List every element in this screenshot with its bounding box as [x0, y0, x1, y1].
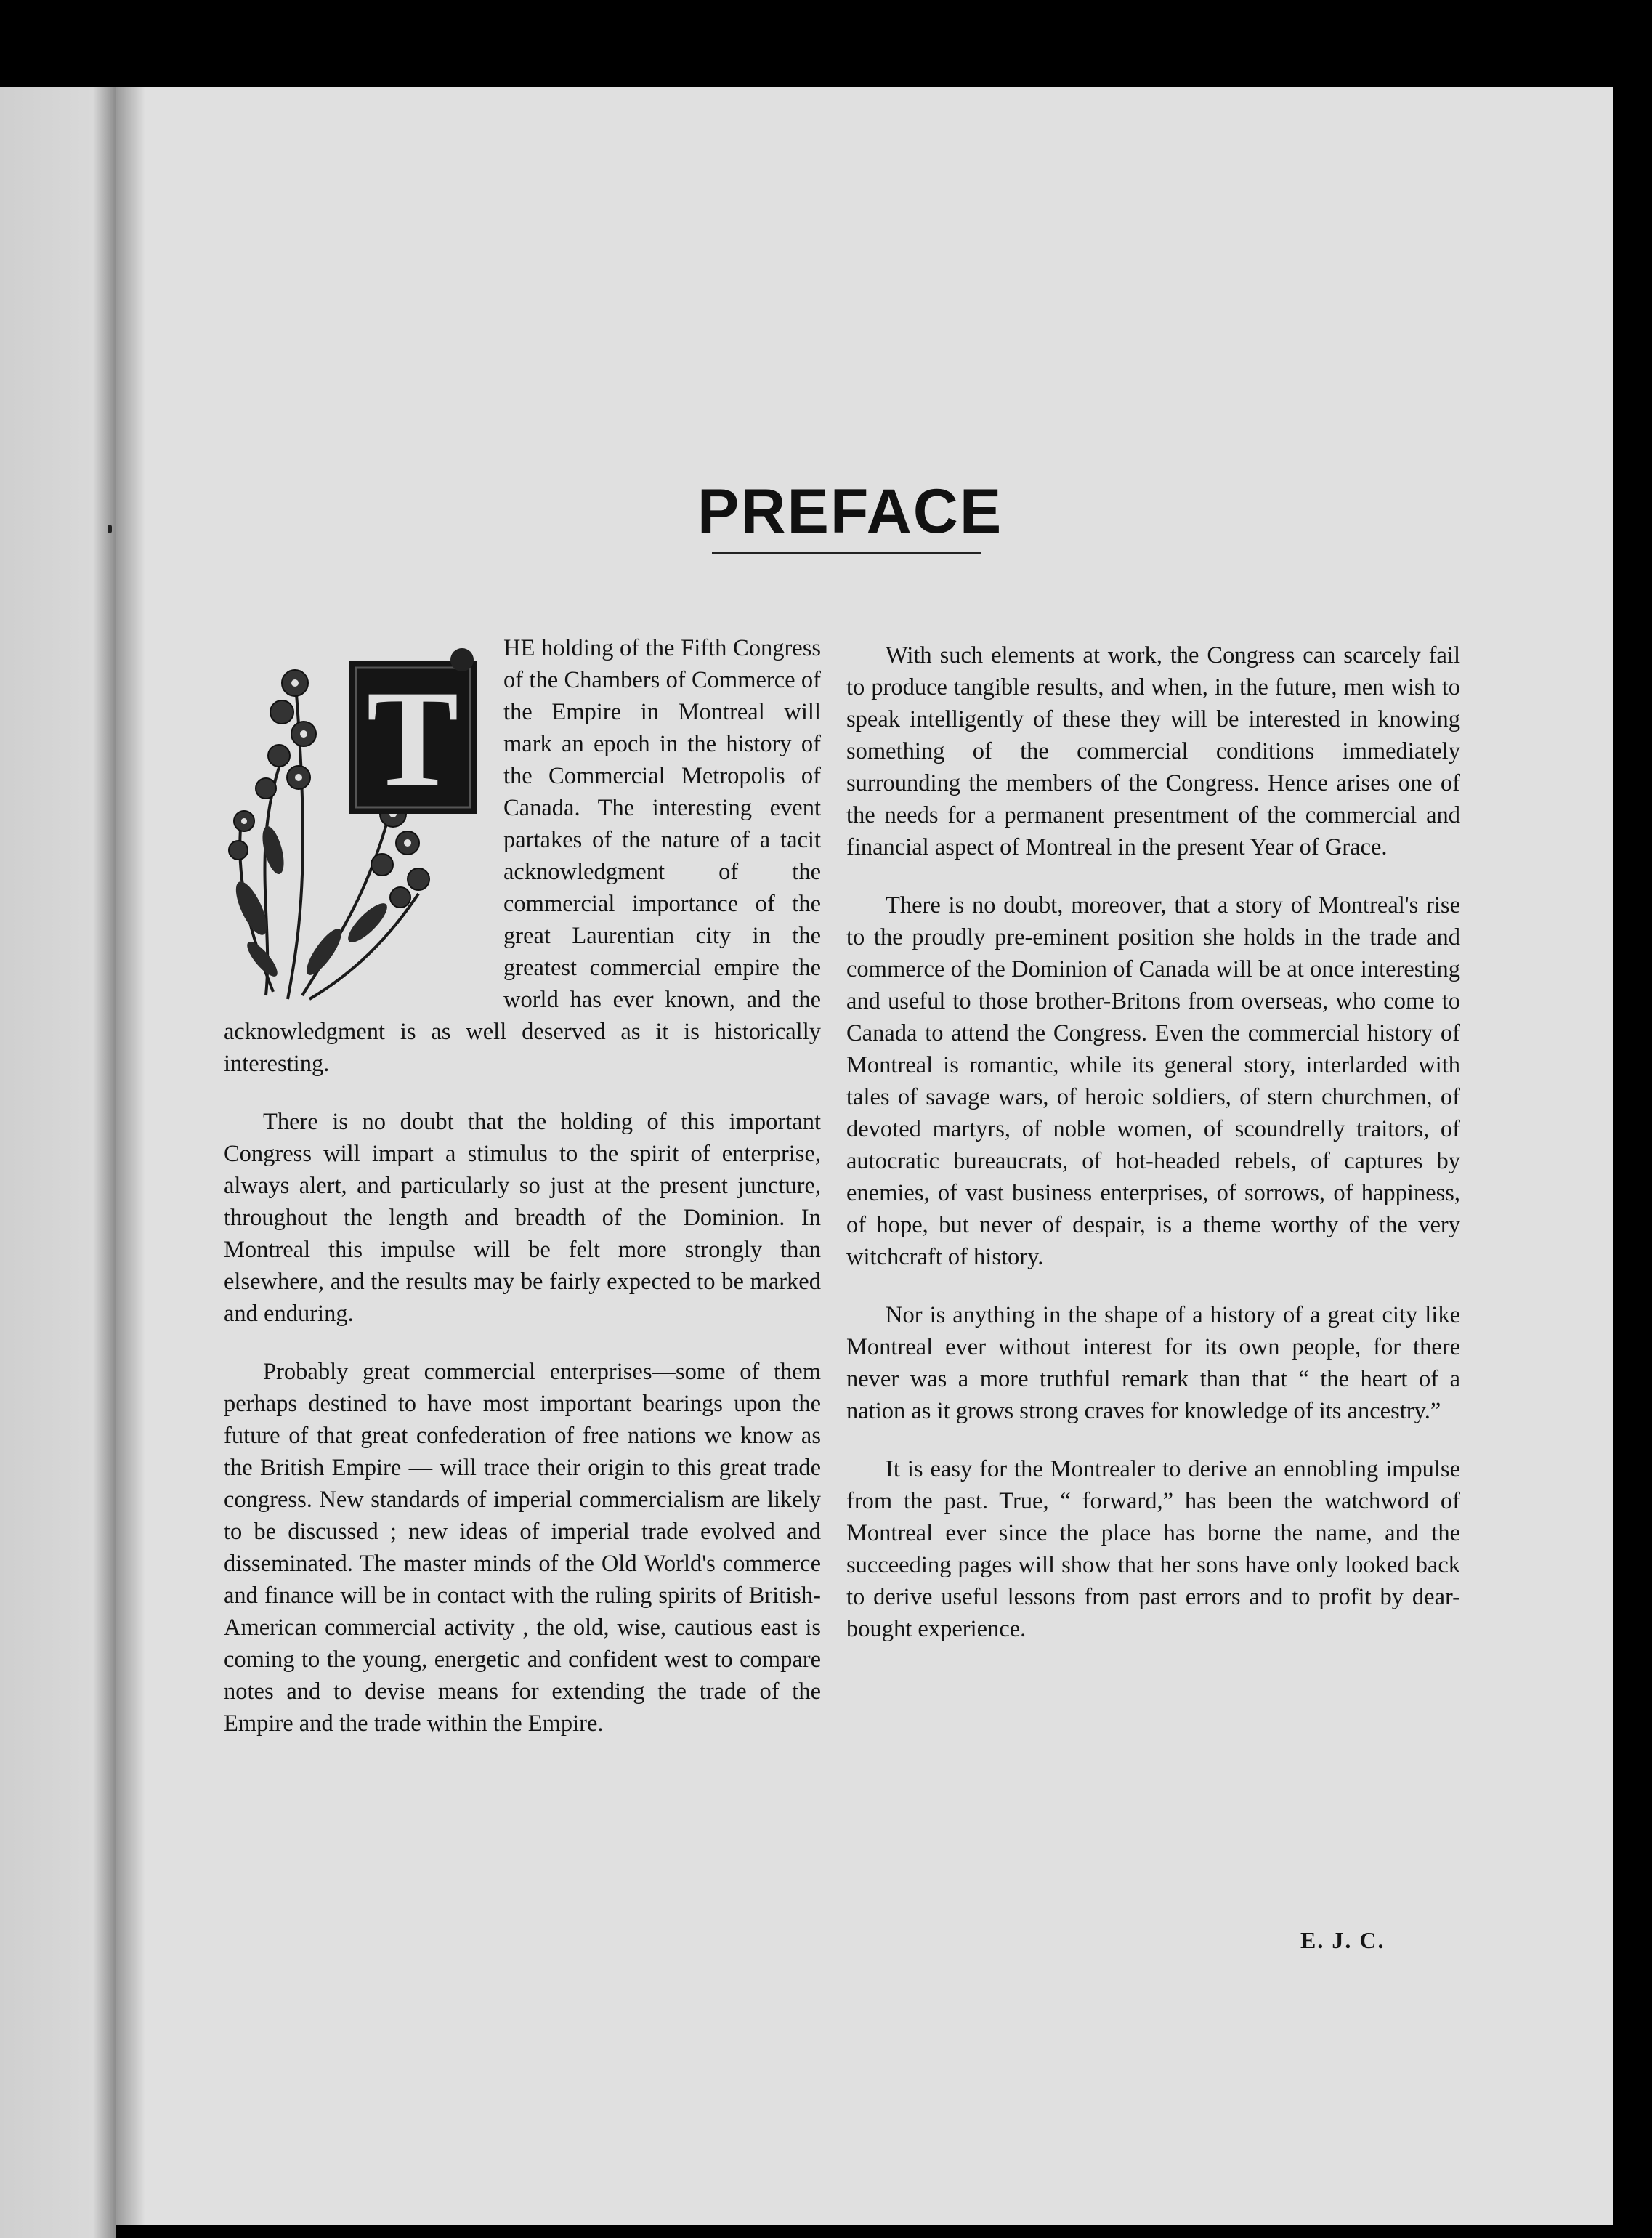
left-column	[224, 632, 821, 1766]
paragraph: With such elements at work, the Congress can scarcely fail to produce tangible results, and when, in the future, men wish to speak intelligently of these they will be interested in knowing something of the commercial conditions immediately surrounding the members of the Congress. Hence arises one of the needs for a permanent presentment of the commercial and financial aspect of Montreal in the present Year of Grace.	[846, 642, 1460, 860]
page-title: PREFACE	[697, 477, 1003, 546]
paragraph: There is no doubt, moreover, that a story of Montreal's rise to the proudly pre-eminent position she holds in the trade and commerce of the Dominion of Canada will be at once interesting and useful to those brother-Britons from overseas, who come to Canada to attend the Congress. Even the commercial history of Montreal is romantic, while its general story, interlarded with tales of savage wars, of heroic soldiers, of stern churchmen, of devoted martyrs, of noble women, of scoundrelly traitors, of autocratic bureaucrats, of hot-headed rebels, of captures by enemies, of vast business enterprises, of sorrows, of happiness, of hope, but never of despair, is a theme worthy of the very witchcraft of history.	[846, 892, 1460, 1270]
illuminated-drop-cap	[222, 632, 495, 1006]
paragraph: There is no doubt that the holding of this important Congress will impart a stimulus to the spirit of enterprise, always alert, and particularly so just at the present juncture, throughout the length and breadth of the Dominion. In Montreal this impulse will be felt more strongly than elsewhere, and the results may be fairly expected to be marked and enduring.	[224, 1109, 821, 1327]
margin-mark	[108, 525, 112, 533]
gutter-shadow	[116, 87, 145, 2225]
paragraph: It is easy for the Montrealer to derive an ennobling impulse from the past. True, “ forward,” has been the watchword of Montreal ever since the place has borne the name, and the succeeding pages will show that her sons have only looked back to derive useful lessons from past errors and to profit by dear-bought experience.	[846, 1456, 1460, 1642]
paragraph: Nor is anything in the shape of a history of a great city like Montreal ever without interest for its own people, for there never was a more truthful remark than that “ the heart of a nation as it grows strong craves for knowledge of its ancestry.”	[846, 1302, 1460, 1424]
paragraph: HE holding of the Fifth Congress of the Chambers of Commerce of the Empire in Montreal will mark an epoch in the history of the Commercial Metropolis of Canada. The interesting event partakes of the nature of a tacit acknowledgment of the commercial importance of the great Laurentian city in the greatest commercial empire the world has ever known, and the acknowledgment is as well deserved as it is historically interesting.	[224, 635, 821, 1077]
author-initials: E. J. C.	[1300, 1927, 1385, 1953]
paragraph: Probably great commercial enterprises—some of them perhaps destined to have most important bearings upon the future of that great confederation of free nations we know as the British Empire — will trace their origin to this great trade congress. New standards of imperial commercialism are likely to be discussed ; new ideas of imperial trade evolved and disseminated. The master minds of the Old World's commerce and finance will be in contact with the ruling spirits of British-American commercial activity , the old, wise, cautious east is coming to the young, energetic and confident west to compare notes and to devise means for extending the trade of the Empire and the trade within the Empire.	[224, 1359, 821, 1737]
right-column	[846, 639, 1460, 1671]
svg-text:T: T	[366, 663, 459, 815]
title-underline	[712, 552, 981, 554]
floral-ornament-icon	[222, 632, 495, 1006]
scan-left-edge	[0, 87, 116, 2238]
